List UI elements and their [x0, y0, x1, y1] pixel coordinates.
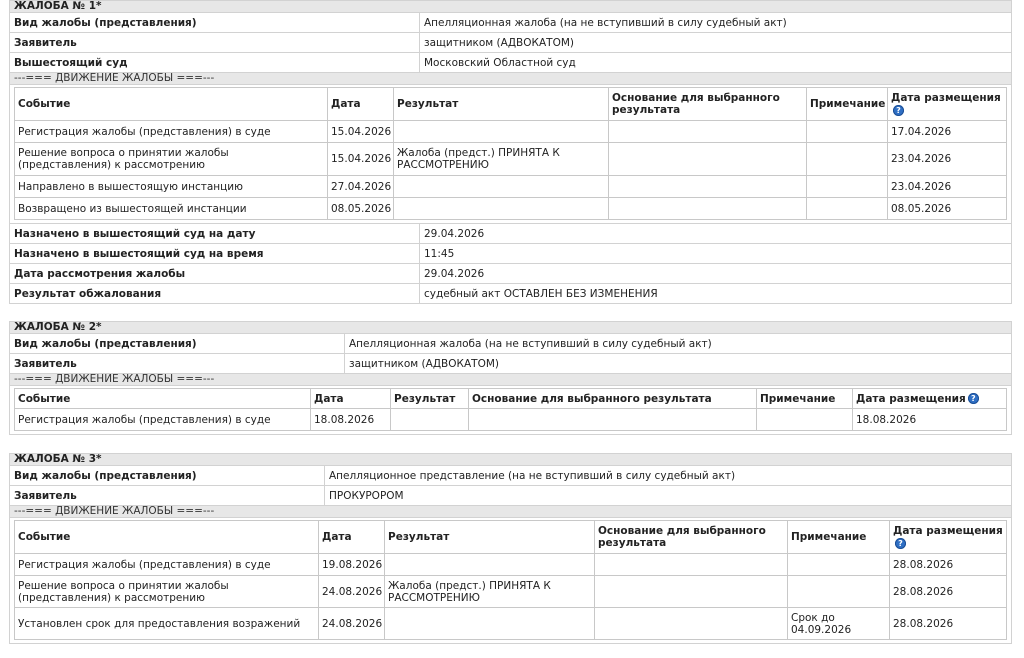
- complaint-2-block: [9, 321, 1012, 435]
- complaint-1-table: [9, 0, 1012, 304]
- posted-cell: 28.08.2026: [890, 554, 1007, 576]
- posted-cell: 23.04.2026: [888, 143, 1007, 176]
- complaint-1-assigned-date: 29.04.2026: [420, 224, 1012, 244]
- movement-table-1: [14, 87, 1007, 220]
- type-label: Вид жалобы (представления): [10, 334, 345, 354]
- col-posted-label: Дата размещения: [891, 92, 1001, 104]
- date-cell: 08.05.2026: [328, 198, 394, 220]
- result-cell: [385, 554, 595, 576]
- basis-cell: [469, 409, 757, 431]
- event-cell: Установлен срок для предоставления возражений: [15, 608, 319, 640]
- col-note: Примечание: [757, 389, 853, 409]
- event-cell: Решение вопроса о принятии жалобы (представления) к рассмотрению: [15, 576, 319, 608]
- table-row: [15, 608, 1007, 640]
- result-cell: [394, 121, 609, 143]
- col-posted: [890, 521, 1007, 554]
- note-cell: [788, 576, 890, 608]
- table-row: [15, 121, 1007, 143]
- col-event: Событие: [15, 521, 319, 554]
- result-cell: Жалоба (предст.) ПРИНЯТА К РАССМОТРЕНИЮ: [385, 576, 595, 608]
- review-date-label: Дата рассмотрения жалобы: [10, 264, 420, 284]
- basis-cell: [595, 554, 788, 576]
- col-note: Примечание: [788, 521, 890, 554]
- appeal-result-label: Результат обжалования: [10, 284, 420, 304]
- movement-header: ---=== ДВИЖЕНИЕ ЖАЛОБЫ ===---: [10, 506, 1012, 518]
- complaint-2-applicant: защитником (АДВОКАТОМ): [345, 354, 1012, 374]
- table-row: [15, 554, 1007, 576]
- col-note: Примечание: [807, 88, 888, 121]
- note-cell: [807, 176, 888, 198]
- col-posted: [888, 88, 1007, 121]
- basis-cell: [609, 198, 807, 220]
- date-cell: 15.04.2026: [328, 121, 394, 143]
- event-cell: Регистрация жалобы (представления) в суде: [15, 554, 319, 576]
- col-result: Результат: [391, 389, 469, 409]
- basis-cell: [595, 576, 788, 608]
- complaint-2-table: [9, 321, 1012, 435]
- applicant-label: Заявитель: [10, 486, 325, 506]
- posted-cell: 28.08.2026: [890, 576, 1007, 608]
- higher-court-label: Вышестоящий суд: [10, 53, 420, 73]
- date-cell: 19.08.2026: [319, 554, 385, 576]
- type-label: Вид жалобы (представления): [10, 466, 325, 486]
- complaint-2-title: ЖАЛОБА № 2*: [10, 322, 1012, 334]
- event-cell: Регистрация жалобы (представления) в суде: [15, 121, 328, 143]
- col-basis: Основание для выбранного результата: [595, 521, 788, 554]
- help-icon[interactable]: ?: [893, 105, 904, 116]
- posted-cell: 28.08.2026: [890, 608, 1007, 640]
- table-row: [15, 576, 1007, 608]
- basis-cell: [609, 121, 807, 143]
- result-cell: [391, 409, 469, 431]
- basis-cell: [609, 143, 807, 176]
- complaint-1-appeal-result: судебный акт ОСТАВЛЕН БЕЗ ИЗМЕНЕНИЯ: [420, 284, 1012, 304]
- col-basis: Основание для выбранного результата: [609, 88, 807, 121]
- table-row: [15, 176, 1007, 198]
- complaint-3-applicant: ПРОКУРОРОМ: [325, 486, 1012, 506]
- complaint-1-type: Апелляционная жалоба (на не вступивший в силу судебный акт): [420, 13, 1012, 33]
- table-row: [15, 143, 1007, 176]
- complaint-2-type: Апелляционная жалоба (на не вступивший в силу судебный акт): [345, 334, 1012, 354]
- movement-header: ---=== ДВИЖЕНИЕ ЖАЛОБЫ ===---: [10, 374, 1012, 386]
- result-cell: [394, 198, 609, 220]
- complaint-1-assigned-time: 11:45: [420, 244, 1012, 264]
- date-cell: 27.04.2026: [328, 176, 394, 198]
- table-row: [15, 198, 1007, 220]
- movement-table-2: [14, 388, 1007, 431]
- basis-cell: [609, 176, 807, 198]
- posted-cell: 18.08.2026: [853, 409, 1007, 431]
- col-result: Результат: [385, 521, 595, 554]
- date-cell: 18.08.2026: [311, 409, 391, 431]
- event-cell: Направлено в вышестоящую инстанцию: [15, 176, 328, 198]
- basis-cell: [595, 608, 788, 640]
- note-cell: [807, 143, 888, 176]
- note-cell: [757, 409, 853, 431]
- note-cell: Срок до 04.09.2026: [788, 608, 890, 640]
- col-event: Событие: [15, 389, 311, 409]
- posted-cell: 08.05.2026: [888, 198, 1007, 220]
- complaint-3-type: Апелляционное представление (на не вступивший в силу судебный акт): [325, 466, 1012, 486]
- complaint-1-block: [9, 0, 1012, 304]
- col-posted-label: Дата размещения: [893, 525, 1003, 537]
- date-cell: 15.04.2026: [328, 143, 394, 176]
- complaint-3-table: [9, 453, 1012, 644]
- event-cell: Решение вопроса о принятии жалобы (представления) к рассмотрению: [15, 143, 328, 176]
- note-cell: [807, 121, 888, 143]
- col-event: Событие: [15, 88, 328, 121]
- col-posted-label: Дата размещения: [856, 392, 966, 405]
- complaint-1-title: ЖАЛОБА № 1*: [10, 1, 1012, 13]
- result-cell: [394, 176, 609, 198]
- col-basis: Основание для выбранного результата: [469, 389, 757, 409]
- assigned-date-label: Назначено в вышестоящий суд на дату: [10, 224, 420, 244]
- complaint-3-title: ЖАЛОБА № 3*: [10, 454, 1012, 466]
- note-cell: [807, 198, 888, 220]
- complaint-1-applicant: защитником (АДВОКАТОМ): [420, 33, 1012, 53]
- assigned-time-label: Назначено в вышестоящий суд на время: [10, 244, 420, 264]
- col-date: Дата: [319, 521, 385, 554]
- type-label: Вид жалобы (представления): [10, 13, 420, 33]
- help-icon[interactable]: ?: [968, 393, 979, 404]
- date-cell: 24.08.2026: [319, 576, 385, 608]
- event-cell: Возвращено из вышестоящей инстанции: [15, 198, 328, 220]
- date-cell: 24.08.2026: [319, 608, 385, 640]
- complaint-3-block: [9, 453, 1012, 644]
- applicant-label: Заявитель: [10, 354, 345, 374]
- table-row: [15, 409, 1007, 431]
- result-cell: Жалоба (предст.) ПРИНЯТА К РАССМОТРЕНИЮ: [394, 143, 609, 176]
- movement-table-3: [14, 520, 1007, 640]
- col-posted: [853, 389, 1007, 409]
- complaint-1-review-date: 29.04.2026: [420, 264, 1012, 284]
- complaint-1-higher-court: Московский Областной суд: [420, 53, 1012, 73]
- posted-cell: 17.04.2026: [888, 121, 1007, 143]
- col-date: Дата: [311, 389, 391, 409]
- movement-header: ---=== ДВИЖЕНИЕ ЖАЛОБЫ ===---: [10, 73, 1012, 85]
- col-date: Дата: [328, 88, 394, 121]
- help-icon[interactable]: ?: [895, 538, 906, 549]
- result-cell: [385, 608, 595, 640]
- col-result: Результат: [394, 88, 609, 121]
- posted-cell: 23.04.2026: [888, 176, 1007, 198]
- event-cell: Регистрация жалобы (представления) в суде: [15, 409, 311, 431]
- applicant-label: Заявитель: [10, 33, 420, 53]
- note-cell: [788, 554, 890, 576]
